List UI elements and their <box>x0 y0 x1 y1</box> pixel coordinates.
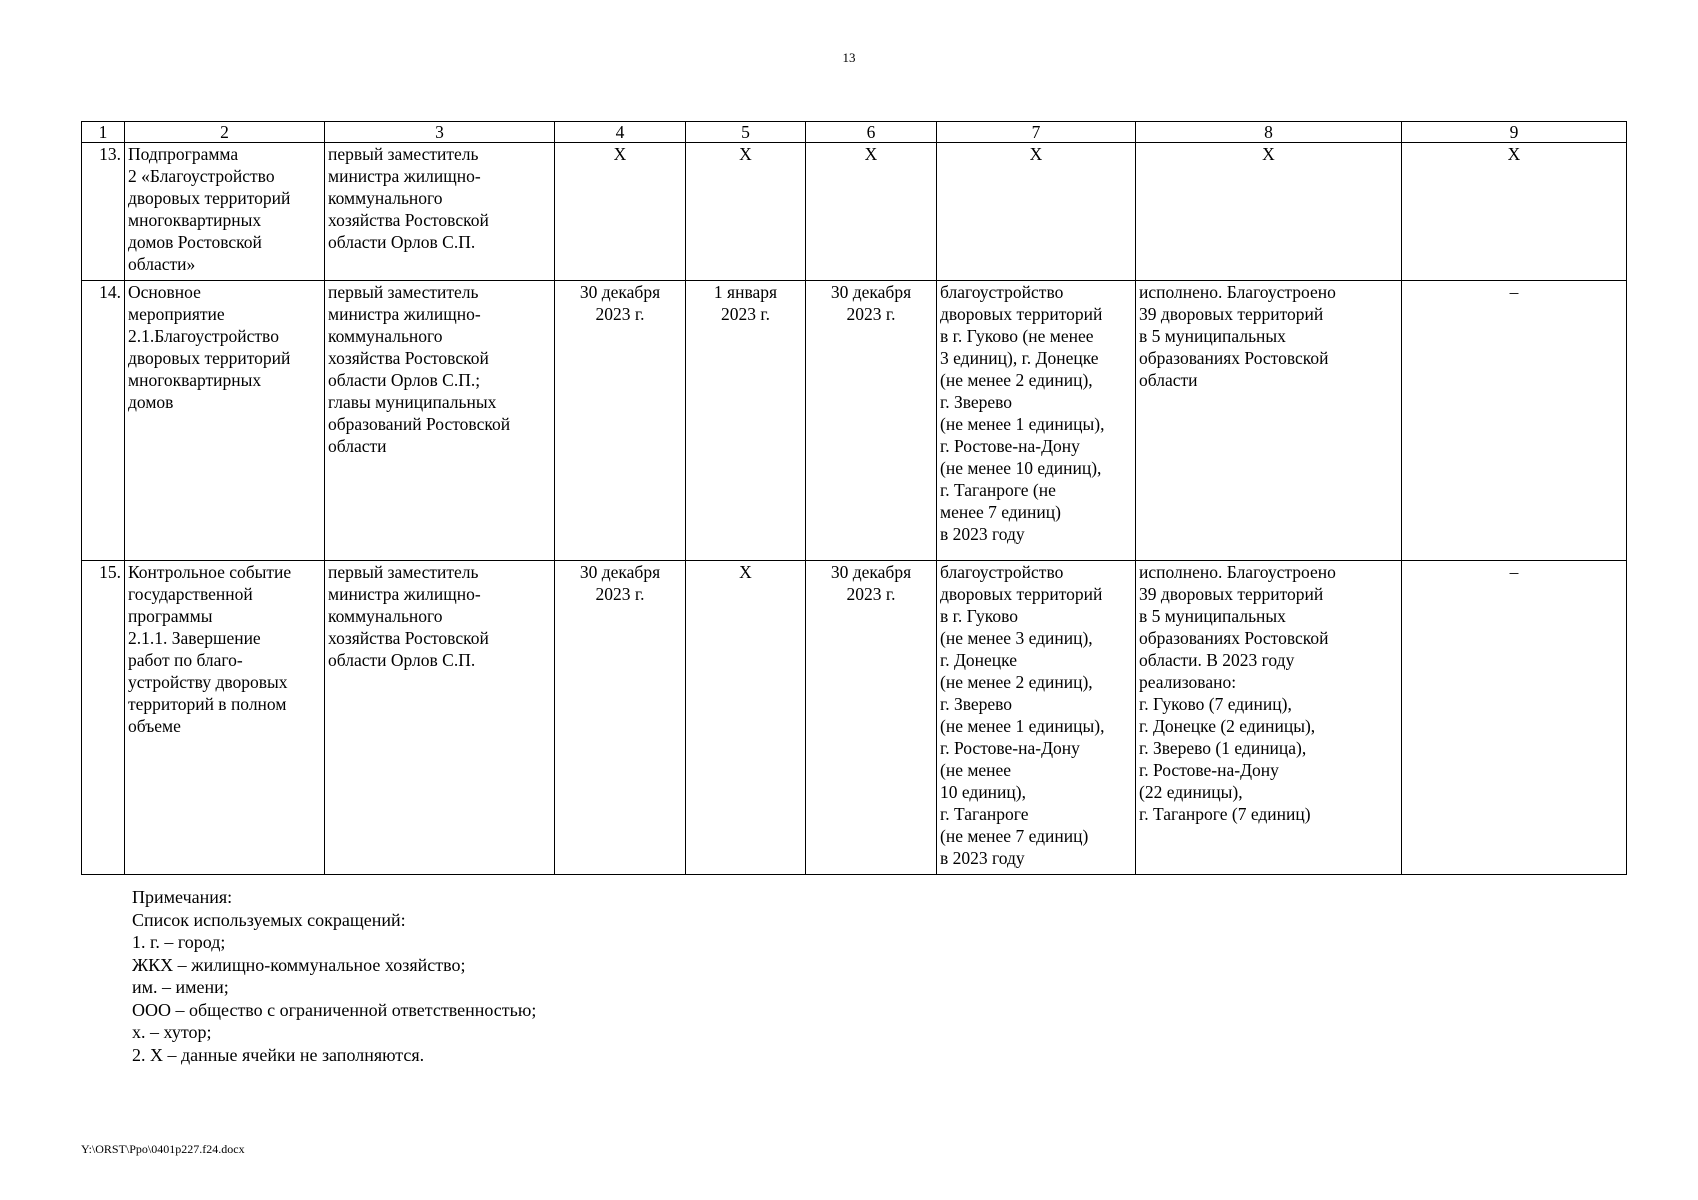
note-line: ЖКХ – жилищно-коммунальное хозяйство; <box>132 954 466 975</box>
cell-line: 2023 г. <box>846 584 896 604</box>
cell-line: в г. Гуково <box>940 606 1019 626</box>
cell-line: домов Ростовской <box>128 232 262 252</box>
cell-line: г. Таганроге (не <box>940 480 1056 500</box>
cell-line: области Орлов С.П. <box>328 232 476 252</box>
cell-line: хозяйства Ростовской <box>328 210 489 230</box>
cell-line: 30 декабря <box>579 282 661 302</box>
cell-line: 3 единиц), г. Донецке <box>940 348 1099 368</box>
planned-date-cell <box>555 561 686 875</box>
note-line: х. – хутор; <box>132 1022 212 1042</box>
header-cell: 6 <box>806 122 937 143</box>
note-line: 1. г. – город; <box>132 932 226 952</box>
cell-line: г. Таганроге (7 единиц) <box>1139 804 1311 824</box>
notes-section <box>132 886 536 1066</box>
row-number: 14. <box>82 281 125 561</box>
cell-line: г. Ростове-на-Дону <box>940 436 1080 456</box>
cell-line: 2023 г. <box>595 584 645 604</box>
cell-line: дворовых территорий <box>128 188 291 208</box>
reason-cell <box>1402 281 1627 561</box>
cell-line: (не менее 1 единицы), <box>940 716 1105 736</box>
header-cell: 1 <box>82 122 125 143</box>
cell-line: Подпрограмма <box>128 144 239 164</box>
cell-line: исполнено. Благоустроено <box>1139 282 1336 302</box>
cell-line: г. Гуково (7 единиц), <box>1139 694 1292 714</box>
cell-line: X <box>1262 144 1275 164</box>
cell-line: мероприятие <box>128 304 225 324</box>
cell-line: работ по благо- <box>128 650 243 670</box>
cell-line: (не менее 3 единиц), <box>940 628 1093 648</box>
cell-line: в г. Гуково (не менее <box>940 326 1094 346</box>
header-cell: 8 <box>1136 122 1402 143</box>
cell-line: первый заместитель <box>328 562 479 582</box>
cell-line: (не менее 7 единиц) <box>940 826 1089 846</box>
file-path: Y:\ORST\Ppo\0401p227.f24.docx <box>81 1142 245 1156</box>
reason-cell <box>1402 143 1627 281</box>
cell-line: в 5 муниципальных <box>1139 326 1286 346</box>
cell-line: области. В 2023 году <box>1139 650 1295 670</box>
cell-line: первый заместитель <box>328 282 479 302</box>
note-line: им. – имени; <box>132 977 229 997</box>
cell-line: 30 декабря <box>579 562 661 582</box>
cell-line: коммунального <box>328 326 443 346</box>
cell-line: хозяйства Ростовской <box>328 348 489 368</box>
cell-line: реализовано: <box>1139 672 1237 692</box>
cell-line: 2 «Благоустройство <box>128 166 275 186</box>
actual-end-cell <box>806 281 937 561</box>
cell-line: г. Зверево <box>940 694 1013 714</box>
cell-line: г. Донецке <box>940 650 1017 670</box>
note-line: Список используемых сокращений: <box>132 909 406 930</box>
cell-line: (не менее 2 единиц), <box>940 370 1093 390</box>
cell-line: территорий в полном <box>128 694 287 714</box>
header-cell: 2 <box>125 122 325 143</box>
cell-line: 2.1.Благоустройство <box>128 326 279 346</box>
cell-line: (22 единицы), <box>1139 782 1243 802</box>
planned-date-cell <box>555 143 686 281</box>
cell-line: государственной <box>128 584 253 604</box>
actual-end-cell <box>806 561 937 875</box>
note-line: 2. X – данные ячейки не заполняются. <box>132 1044 425 1065</box>
cell-line: устройству дворовых <box>128 672 288 692</box>
cell-line: 2.1.1. Завершение <box>128 628 261 648</box>
table-row <box>82 143 1627 281</box>
cell-line: г. Зверево (1 единица), <box>1139 738 1307 758</box>
table-row <box>82 281 1627 561</box>
cell-line: 10 единиц), <box>940 782 1026 802</box>
planned-result-cell <box>937 281 1136 561</box>
actual-result-cell <box>1136 143 1402 281</box>
cell-line: области <box>328 436 387 456</box>
cell-line: Контрольное событие <box>128 562 292 582</box>
cell-line: 2023 г. <box>846 304 896 324</box>
cell-line: образованиях Ростовской <box>1139 348 1329 368</box>
page-number: 13 <box>842 50 856 65</box>
row-number: 15. <box>82 561 125 875</box>
cell-line: министра жилищно- <box>328 584 481 604</box>
table-row <box>82 561 1627 875</box>
actual-result-cell <box>1136 281 1402 561</box>
cell-line: в 2023 году <box>940 524 1025 544</box>
header-cell: 3 <box>325 122 555 143</box>
cell-line: (не менее <box>940 760 1012 780</box>
cell-line: г. Донецке (2 единицы), <box>1139 716 1316 736</box>
actual-start-cell <box>686 143 806 281</box>
cell-line: многоквартирных <box>128 210 262 230</box>
planned-date-cell <box>555 281 686 561</box>
cell-line: благоустройство <box>940 282 1064 302</box>
cell-line: (не менее 1 единицы), <box>940 414 1105 434</box>
cell-line: области <box>1139 370 1198 390</box>
cell-line: многоквартирных <box>128 370 262 390</box>
header-cell: 4 <box>555 122 686 143</box>
reason-cell <box>1402 561 1627 875</box>
cell-line: в 5 муниципальных <box>1139 606 1286 626</box>
cell-line: образованиях Ростовской <box>1139 628 1329 648</box>
actual-result-cell <box>1136 561 1402 875</box>
actual-start-cell <box>686 281 806 561</box>
cell-line: дворовых территорий <box>940 304 1103 324</box>
planned-result-cell <box>937 561 1136 875</box>
row-number: 13. <box>82 143 125 281</box>
cell-line: X <box>864 144 878 164</box>
cell-line: – <box>1509 282 1519 302</box>
cell-line: г. Ростове-на-Дону <box>940 738 1080 758</box>
cell-line: 30 декабря <box>830 562 912 582</box>
cell-line: благоустройство <box>940 562 1064 582</box>
cell-line: области» <box>128 254 196 274</box>
event-name-cell <box>125 143 325 281</box>
cell-line: в 2023 году <box>940 848 1025 868</box>
note-line: ООО – общество с ограниченной ответственностью; <box>132 999 537 1020</box>
cell-line: 39 дворовых территорий <box>1139 304 1324 324</box>
cell-line: дворовых территорий <box>128 348 291 368</box>
cell-line: коммунального <box>328 606 443 626</box>
cell-line: образований Ростовской <box>328 414 511 434</box>
cell-line: Основное <box>128 282 201 302</box>
event-name-cell <box>125 561 325 875</box>
cell-line: 39 дворовых территорий <box>1139 584 1324 604</box>
cell-line: области Орлов С.П.; <box>328 370 481 390</box>
responsible-cell <box>325 561 555 875</box>
cell-line: 30 декабря <box>830 282 912 302</box>
cell-line: коммунального <box>328 188 443 208</box>
cell-line: X <box>739 144 752 164</box>
cell-line: дворовых территорий <box>940 584 1103 604</box>
responsible-cell <box>325 143 555 281</box>
cell-line: 2023 г. <box>721 304 770 324</box>
cell-line: X <box>613 144 627 164</box>
cell-line: менее 7 единиц) <box>940 502 1061 522</box>
cell-line: г. Таганроге <box>940 804 1029 824</box>
cell-line: (не менее 2 единиц), <box>940 672 1093 692</box>
planned-result-cell <box>937 143 1136 281</box>
cell-line: программы <box>128 606 213 626</box>
cell-line: X <box>1507 144 1521 164</box>
cell-line: министра жилищно- <box>328 166 481 186</box>
cell-line: объеме <box>128 716 181 736</box>
cell-line: первый заместитель <box>328 144 479 164</box>
cell-line: 2023 г. <box>595 304 645 324</box>
cell-line: исполнено. Благоустроено <box>1139 562 1336 582</box>
event-name-cell <box>125 281 325 561</box>
cell-line: X <box>739 562 752 582</box>
cell-line: главы муниципальных <box>328 392 497 412</box>
cell-line: области Орлов С.П. <box>328 650 476 670</box>
cell-line: (не менее 10 единиц), <box>940 458 1102 478</box>
header-row <box>82 122 1627 143</box>
cell-line: г. Ростове-на-Дону <box>1139 760 1279 780</box>
header-cell: 7 <box>937 122 1136 143</box>
cell-line: домов <box>128 392 174 412</box>
responsible-cell <box>325 281 555 561</box>
cell-line: г. Зверево <box>940 392 1013 412</box>
cell-line: хозяйства Ростовской <box>328 628 489 648</box>
report-table <box>81 121 1627 875</box>
actual-start-cell <box>686 561 806 875</box>
header-cell: 9 <box>1402 122 1627 143</box>
cell-line: 1 января <box>713 282 778 302</box>
notes-title: Примечания: <box>132 887 233 907</box>
actual-end-cell <box>806 143 937 281</box>
cell-line: X <box>1029 144 1043 164</box>
cell-line: – <box>1509 562 1519 582</box>
header-cell: 5 <box>686 122 806 143</box>
cell-line: министра жилищно- <box>328 304 481 324</box>
